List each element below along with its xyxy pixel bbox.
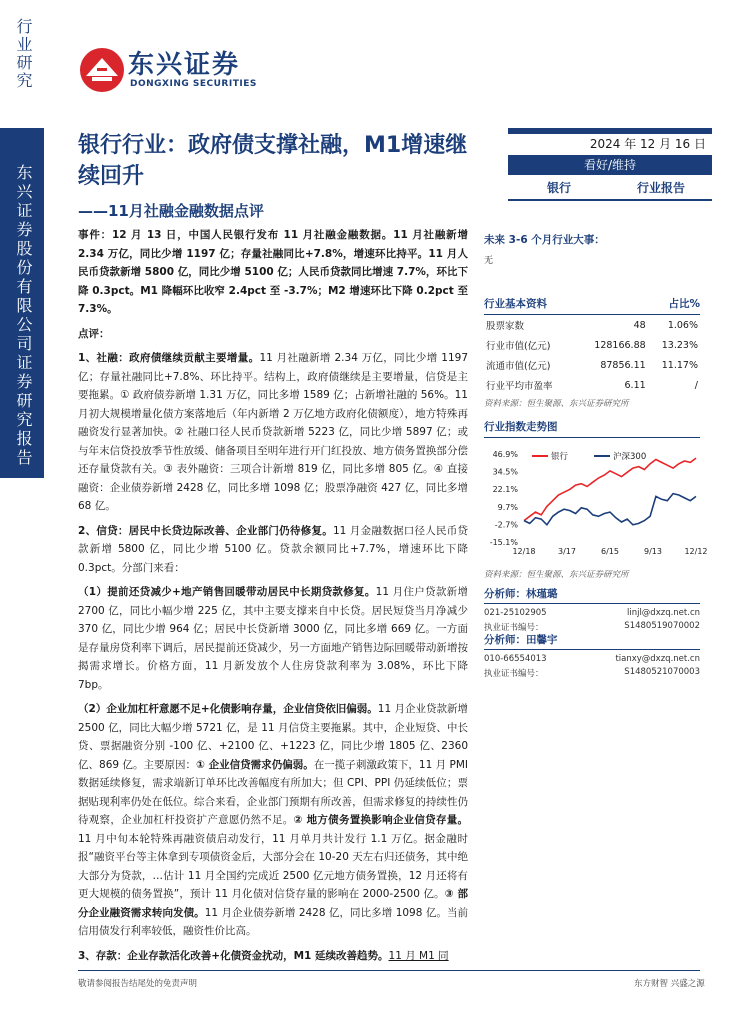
logo-text-en: DONGXING SECURITIES xyxy=(130,79,257,89)
section-3-head: 3、存款：企业存款活化改善+化债资金扰动，M1 延续改善趋势。 xyxy=(78,949,389,962)
report-subtitle: ——11月社融金融数据点评 xyxy=(78,202,264,220)
footer-divider xyxy=(78,970,700,971)
section-2-2-text-c: 11 月中旬本轮特殊再融资债启动发行，11 月单月共计发行 1.1 万亿。据金融时报“融资平台等主体拿到专项债资金后，大部分会在 10-20 天左右归还债务，其中绝大部分为贷款，…估计 11 月全国约完成近 2500 亿元地方债务置换，12 月还将有更大规模的债务置换”，预计 11 月化债对信贷存量的影响在 2000-2500 亿。 xyxy=(78,832,468,900)
industry-tag: 银行 xyxy=(546,181,571,195)
basic-data-value: 128166.88 xyxy=(594,339,646,351)
report-meta-box xyxy=(508,128,712,201)
basic-data-label: 行业市值(亿元) xyxy=(486,341,551,352)
section-2-1-head: （1）提前还贷减少+地产销售回暖带动居民中长期贷款修复。 xyxy=(78,586,376,598)
section-3-tail: 11 月 M1 同 xyxy=(388,949,449,962)
footer-disclaimer[interactable]: 敬请参阅报告结尾处的免责声明 xyxy=(78,979,198,989)
institution-label: 东兴证券股份有限公司证券研究报告 xyxy=(14,164,33,468)
basic-data-head: 行业基本资料 xyxy=(484,298,547,310)
section-2-head: 2、信贷：居民中长贷边际改善、企业部门仍待修复。 xyxy=(78,524,333,537)
comment-label: 点评： xyxy=(78,327,110,340)
basic-data-label: 行业平均市盈率 xyxy=(486,381,553,392)
y-tick-label: 22.1% xyxy=(492,485,518,495)
company-logo-icon xyxy=(78,46,126,94)
basic-data-value: 87856.11 xyxy=(600,359,646,371)
y-tick-label: 34.5% xyxy=(492,467,518,477)
analyst-2-email[interactable]: tianxy@dxzq.net.cn xyxy=(615,654,700,664)
basic-data-row xyxy=(484,355,700,375)
trend-head: 行业指数走势图 xyxy=(484,421,558,433)
basic-data-row xyxy=(484,315,700,335)
section-2-2-cause-1: ① 企业信贷需求仍偏弱。 xyxy=(196,758,314,771)
basic-data-row xyxy=(484,375,700,395)
y-tick-label: 9.7% xyxy=(497,502,518,512)
analyst-1-name: 分析师：林瑾璐 xyxy=(484,588,558,600)
category-banner xyxy=(0,0,44,128)
analyst-1-cert-label: 执业证书编号： xyxy=(484,623,544,633)
section-2-text: 11 月金融数据口径人民币贷款新增 5800 亿，同比少增 5100 亿。贷款余额同比+7.7%，增速环比下降 0.3pct。分部门来看： xyxy=(78,524,468,574)
section-1 xyxy=(78,349,468,516)
section-2-2-text-a: 11 月企业贷款新增 2500 亿，同比大幅少增 5721 亿，是 11 月信贷主要拖累。其中，企业短贷、中长贷、票据融资分别 -100 亿、+2100 亿、+1223 亿，同比少增 1805 亿、2360 亿、869 亿。主要原因： xyxy=(78,703,469,771)
basic-data-pct: 13.23% xyxy=(661,339,698,351)
basic-data-label: 股票家数 xyxy=(486,321,525,332)
basic-data-pct-head: 占比% xyxy=(668,298,700,310)
event-paragraph xyxy=(78,226,468,319)
institution-banner xyxy=(0,128,44,478)
section-2-2-text-b: 在一揽子刺激政策下，11 月 PMI 数据延续修复，需求端新订单环比改善幅度有所加大；但 CPI、PPI 仍延续低位；票据贴现利率仍处在低位。综合来看，企业部门预期有所改善，但需求修复的持续性仍待观察，企业加杠杆投资扩产意愿仍然不足。 xyxy=(78,758,468,826)
report-title: 银行行业：政府债支撑社融，M1增速继续回升 xyxy=(78,133,468,189)
event-text: 事件：12 月 13 日，中国人民银行发布 11 月社融金融数据。11 月社融新增 2.34 万亿，同比少增 1197 亿；存量社融同比+7.8%，增速环比持平。11 月人民币贷款新增 5800 亿，同比少增 5100 亿；人民币贷款同比增速 7.7%，环比下降 0.3pct。M1 降幅环比收窄 2.4pct 至 -3.7%；M2 增速环比下降 0.2pct 至 7.3%。 xyxy=(78,229,468,315)
industry-index-chart xyxy=(484,444,708,568)
analyst-1 xyxy=(484,586,700,633)
y-tick-label: 46.9% xyxy=(492,450,518,459)
section-2-2-head: （2）企业加杠杆意愿不足+化债影响存量，企业信贷依旧偏弱。 xyxy=(78,703,378,715)
series-line-0 xyxy=(524,458,696,520)
report-tags xyxy=(508,177,712,201)
x-tick-label: 12/18 xyxy=(512,547,536,556)
basic-data-value: 6.11 xyxy=(624,379,646,391)
analyst-1-cert: S1480519070002 xyxy=(624,621,700,631)
basic-data-pct: 11.17% xyxy=(661,359,698,371)
trend-section xyxy=(484,419,700,438)
logo-text-cn: 东兴证券 xyxy=(128,50,241,80)
x-tick-label: 6/15 xyxy=(601,547,619,556)
y-tick-label: -2.7% xyxy=(494,520,518,530)
x-tick-label: 9/13 xyxy=(644,547,662,556)
legend-label-0: 银行 xyxy=(551,452,569,462)
y-tick-label: -15.1% xyxy=(489,538,518,547)
basic-data-label: 流通市值(亿元) xyxy=(486,361,551,372)
report-body xyxy=(78,226,468,971)
basic-data-pct: / xyxy=(694,379,698,391)
x-tick-label: 12/12 xyxy=(684,547,708,556)
section-2-2-cause-2: ② 地方债务置换影响企业信贷存量。 xyxy=(293,814,468,826)
category-label: 行业研究 xyxy=(14,18,33,90)
analyst-2-cert-label: 执业证书编号： xyxy=(484,669,544,679)
series-line-1 xyxy=(524,494,696,525)
basic-data-row xyxy=(484,335,700,355)
basic-data-table xyxy=(484,315,700,395)
section-2-1-text: 11 月住户贷款新增 2700 亿，同比小幅少增 225 亿，其中主要支撑来自中长贷。居民短贷当月净减少 370 亿，同比少增 964 亿；居民中长贷新增 3000 亿，同比多增 669 亿。一方面是存量房贷利率下调后，居民提前还贷减少，另一方面地产销售边际回暖带动新增按揭需求增长。价格方面，11 月新发放个人住房贷款利率为 3.08%，环比下降 7bp。 xyxy=(78,586,468,691)
industry-events-head: 未来 3-6 个月行业大事： xyxy=(484,234,605,246)
rating-badge: 看好/维持 xyxy=(508,155,712,175)
basic-data-source: 资料来源：恒生聚源、东兴证券研究所 xyxy=(484,399,629,409)
section-1-text: 11 月社融新增 2.34 万亿，同比少增 1197 亿；存量社融同比+7.8%、环比持平。结构上，政府债继续是主要增量，信贷是主要拖累。① 政府债券新增 1.31 万亿，同比多增 1589 亿；占新增社融的 56%。11 月初大规模增量化债方案落地后（年内新增 2 万亿地方政府化债额度），地方特殊再融资发行显著加快。② 社融口径人民币贷款新增 5223 亿，同比少增 5897 亿；或与年末信贷投放季节性放缓、储备项目至明年进行开门红投放、地方债务置换部分偿还存量贷款有关。③ 表外融资：三项合计新增 819 亿，同比多增 805 亿。④ 直接融资：企业债券新增 2428 亿，同比多增 1098 亿；股票净融资 427 亿，同比多增 68 亿。 xyxy=(78,352,469,512)
x-tick-label: 3/17 xyxy=(558,547,576,556)
report-type-tag: 行业报告 xyxy=(636,181,685,195)
analyst-2-cert: S1480521070003 xyxy=(624,667,700,677)
analyst-2-phone: 010-66554013 xyxy=(484,654,547,664)
basic-data-pct: 1.06% xyxy=(667,319,698,331)
footer-slogan: 东方财智 兴盛之源 xyxy=(634,979,705,989)
section-3 xyxy=(78,947,468,966)
industry-events-value: 无 xyxy=(484,256,494,266)
section-2-2-text-d: 11 月企业债券新增 2428 亿，同比多增 1098 亿。当前信用债发行利率较低，融资性价比高。 xyxy=(78,906,468,937)
report-date: 2024 年 12 月 16 日 xyxy=(508,128,712,154)
industry-basic-data xyxy=(484,296,700,409)
industry-events xyxy=(484,232,700,266)
trend-source: 资料来源：恒生聚源、东兴证券研究所 xyxy=(484,570,629,580)
legend-label-1: 沪深300 xyxy=(613,452,647,462)
analyst-1-phone: 021-25102905 xyxy=(484,608,547,618)
section-2-2 xyxy=(78,700,468,941)
section-2 xyxy=(78,522,468,578)
analyst-1-email[interactable]: linjl@dxzq.net.cn xyxy=(626,608,700,618)
section-2-1 xyxy=(78,583,468,694)
basic-data-value: 48 xyxy=(633,319,646,331)
analyst-2-name: 分析师：田馨宇 xyxy=(484,634,558,646)
section-2-2-cause-3: ③ 部分企业融资需求转向发债。 xyxy=(78,888,468,919)
section-1-head: 1、社融：政府债继续贡献主要增量。 xyxy=(78,352,260,364)
analyst-2 xyxy=(484,632,700,679)
